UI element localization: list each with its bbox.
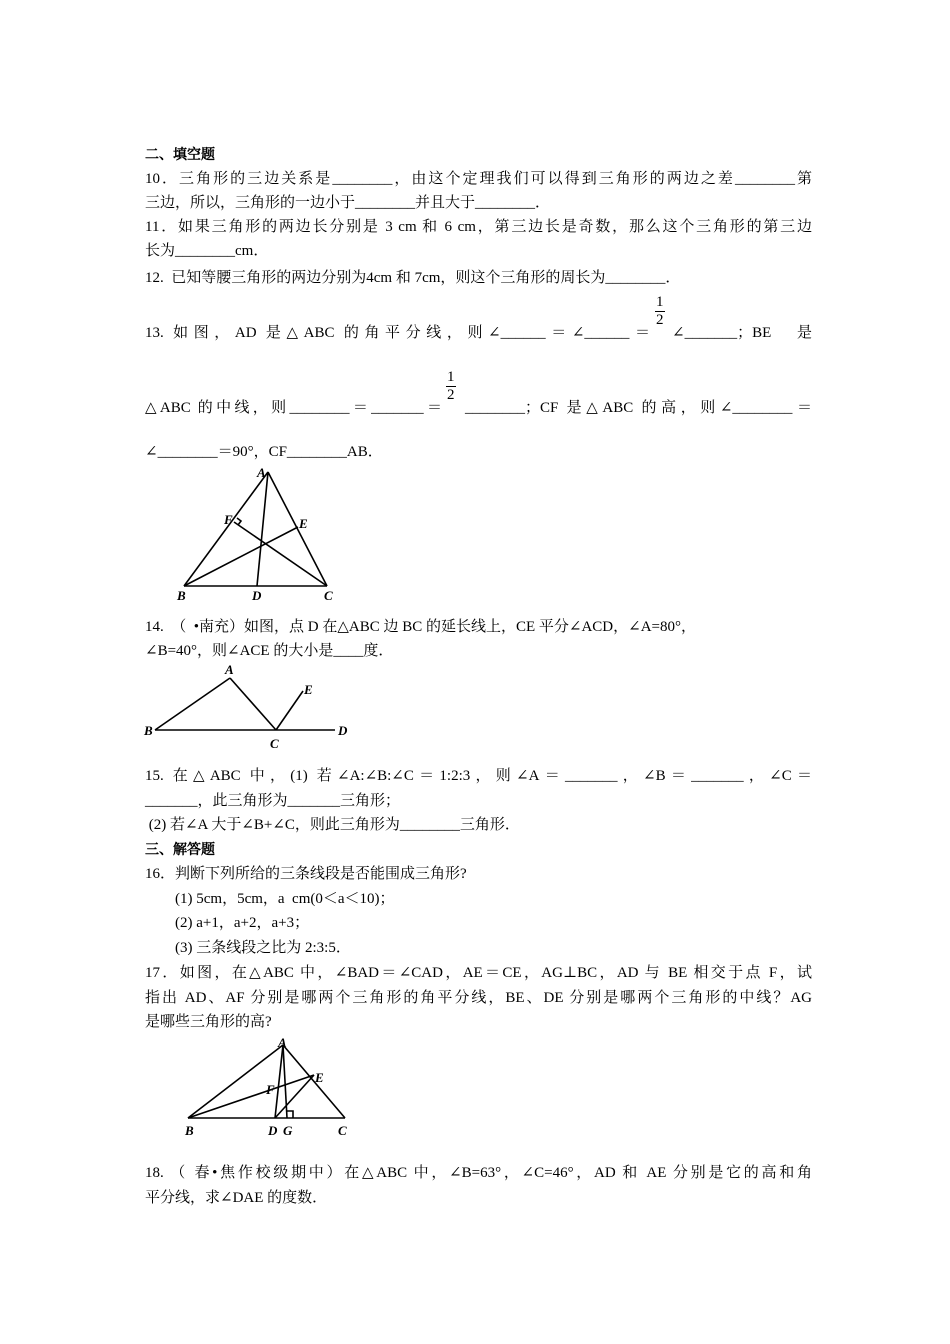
fraction-denominator: 2 — [447, 387, 455, 403]
label-B: B — [144, 723, 153, 738]
label-F: F — [224, 512, 233, 527]
q13-line3: ∠________＝90°，CF________AB． — [145, 444, 383, 460]
label-A: A — [257, 465, 266, 480]
label-B: B — [177, 588, 186, 603]
q16-item: (2) a+1，a+2，a+3； — [175, 915, 310, 931]
fraction-denominator: 2 — [656, 312, 664, 328]
label-E: E — [304, 682, 313, 697]
label-G: G — [283, 1123, 293, 1138]
label-D: D — [252, 588, 262, 603]
q12-text: 12. 已知等腰三角形的两边分别为4cm 和 7cm，则这个三角形的周长为________． — [145, 270, 681, 286]
q10-line1: 10．三角形的三边关系是________，由这个定理我们可以得到三角形的两边之差________第 — [145, 171, 812, 187]
fraction-numerator: 1 — [447, 369, 455, 385]
q11-line2: 长为________cm． — [145, 243, 269, 259]
q14-line2: ∠B=40°，则∠ACE 的大小是____度． — [145, 643, 394, 659]
label-D: D — [268, 1123, 278, 1138]
label-E: E — [299, 516, 308, 531]
label-B: B — [185, 1123, 194, 1138]
label-A: A — [225, 662, 234, 677]
q10-line2: 三边，所以，三角形的一边小于________并且大于________． — [145, 195, 551, 211]
q17-line3: 是哪些三角形的高? — [145, 1014, 272, 1030]
label-E: E — [315, 1070, 324, 1085]
q15-line2: _______，此三角形为_______三角形； — [145, 793, 401, 809]
section-heading-fill-in: 二、填空题 — [145, 147, 215, 163]
q17-line1: 17．如图，在△ABC 中，∠BAD＝∠CAD，AE＝CE，AG⊥BC，AD 与 BE 相交于点 F，试 — [145, 965, 812, 981]
q18-line2: 平分线，求∠DAE 的度数． — [145, 1190, 328, 1206]
label-C: C — [338, 1123, 347, 1138]
q11-line1: 11．如果三角形的两边长分别是 3 cm 和 6 cm，第三边长是奇数，那么这个三角形的第三边 — [145, 219, 812, 235]
q18-line1: 18. （ 春•焦作校级期中）在△ABC 中，∠B=63°，∠C=46°，AD 和 AE 分别是它的高和角 — [145, 1165, 812, 1181]
q16-item: (1) 5cm，5cm，a cm(0＜a＜10)； — [175, 891, 395, 907]
q13-line1-part1: 13. 如图，AD 是△ABC 的角平分线，则∠______＝∠______＝ — [145, 325, 650, 341]
fraction-numerator: 1 — [656, 294, 664, 310]
label-F: F — [266, 1082, 275, 1097]
q16-stem: 16．判断下列所给的三条线段是否能围成三角形? — [145, 866, 467, 882]
label-C: C — [270, 736, 279, 751]
label-A: A — [278, 1035, 287, 1050]
q15-line3: (2) 若∠A 大于∠B+∠C，则此三角形为________三角形． — [145, 817, 520, 833]
q13-line2-part1: △ABC 的中线，则________＝_______＝ — [145, 400, 442, 416]
q13-line1-part2: ∠_______；BE 是 — [672, 325, 812, 341]
q16-item: (3) 三条线段之比为 2:3:5． — [175, 940, 351, 956]
section-heading-answer: 三、解答题 — [145, 842, 215, 858]
q15-line1: 15. 在△ABC 中，(1) 若∠A:∠B:∠C＝1:2:3，则∠A＝_______，∠B＝_______，∠C＝ — [145, 768, 812, 784]
label-D: D — [338, 723, 348, 738]
label-C: C — [324, 588, 333, 603]
q17-line2: 指出 AD、AF 分别是哪两个三角形的角平分线，BE、DE 分别是哪两个三角形的中线？AG — [145, 990, 812, 1006]
q14-line1: 14. （ •南充）如图，点 D 在△ABC 边 BC 的延长线上，CE 平分∠ACD，∠A=80°， — [145, 619, 696, 635]
q13-line2-part2: ________；CF 是△ABC 的高，则∠________＝ — [465, 400, 812, 416]
